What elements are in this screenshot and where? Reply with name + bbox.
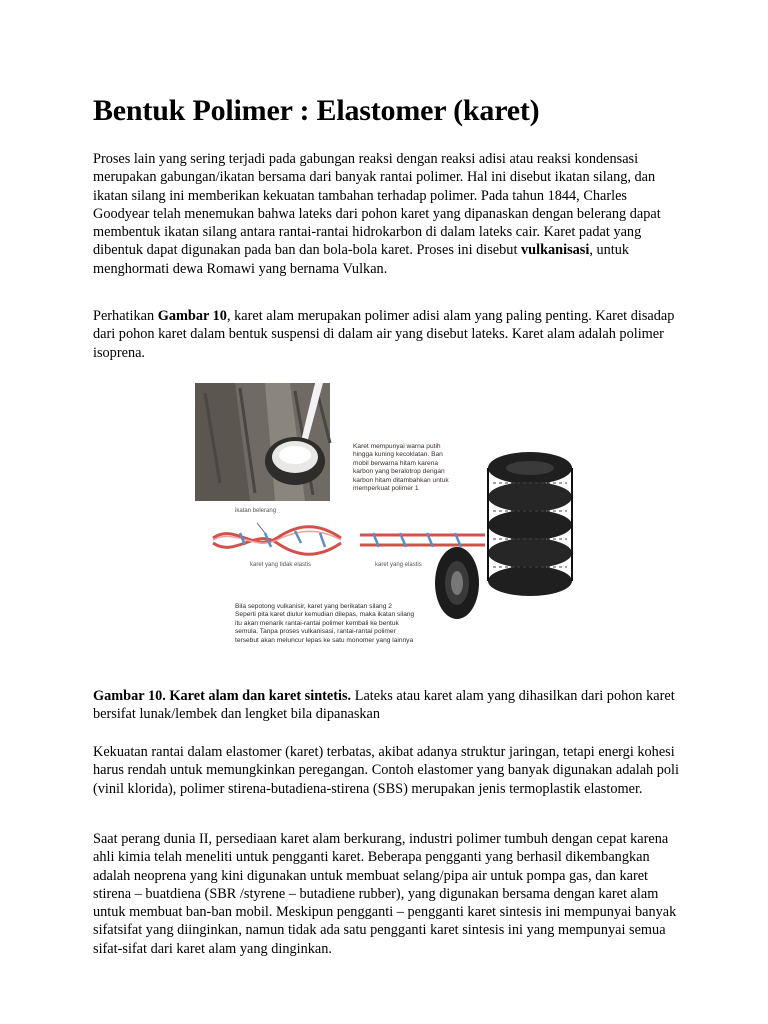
paragraph-text: , untuk menghormati dewa Romawi yang bernama Vulkan.	[93, 242, 630, 277]
term-vulkanisasi: vulkanisasi	[521, 242, 590, 259]
caption-title: Gambar 10. Karet alam dan karet sintetis.	[93, 688, 352, 704]
paragraph-text: , karet alam merupakan polimer adisi alam yang paling penting. Karet disadap dari pohon karet dalam bentuk suspensi di dalam air yang disebut lateks. Karet alam adalah polimer isoprena.	[93, 308, 675, 361]
figure-caption	[93, 687, 683, 724]
figure-label-color: Karet mempunyai warna putih hingga kuning kecoklatan. Ban mobil berwarna hitam karena karbon yang beralotrop dengan karbon hitam ditambahkan untuk memperkuat polimer 1	[353, 443, 449, 493]
figure-label-nonelastic: karet yang tidak elastis	[250, 562, 312, 568]
paragraph-vulkanisasi	[93, 150, 683, 278]
figure-label-elastic: karet yang elastis	[375, 562, 422, 568]
paragraph-gambar-reference	[93, 307, 683, 362]
tree-trunk-photo	[195, 383, 330, 501]
paragraph-kekuatan-rantai: Kekuatan rantai dalam elastomer (karet) terbatas, akibat adanya struktur jaringan, tetapi energi kohesi harus rendah untuk memungkinkan peregangan. Contoh elastomer yang banyak digunakan adalah poli (vinil klorida), polimer stirena-butadiena-stirena (SBS) merupakan jenis termoplastik elastomer.	[93, 744, 680, 797]
caption-text: Lateks atau karet alam yang dihasilkan dari pohon karet bersifat lunak/lembek dan lengket bila dipanaskan	[93, 688, 675, 723]
page-title: Bentuk Polimer : Elastomer (karet)	[93, 94, 540, 127]
figure-label-bond: ikatan belerang	[235, 508, 277, 514]
paragraph-perang-dunia: Saat perang dunia II, persediaan karet alam berkurang, industri polimer tumbuh dengan cepat karena ahli kimia telah meneliti untuk pengganti karet. Beberapa pengganti yang berhasil dikembangkan adalah neoprena yang kini digunakan untuk membuat selang/pipa air untuk pompa gas, dan karet stirena – buatdiena (SBR /styrene – butadiene rubber), yang digunakan bersama dengan karet alam untuk membuat ban-ban mobil. Meskipun pengganti – pengganti karet sintesis ini mempunyai banyak sifatsifat yang diinginkan, namun tidak ada satu pengganti karet sintesis ini yang mempunyai semua sifat-sifat dari karet alam yang dinginkan.	[93, 831, 677, 957]
figure-reference: Gambar 10	[157, 308, 227, 324]
chain-diagram-elastic	[360, 533, 485, 547]
paragraph-text: Proses lain yang sering terjadi pada gabungan reaksi dengan reaksi adisi atau reaksi kondensasi merupakan gabungan/ikatan bersama dari banyak rantai polimer. Hal ini disebut ikatan silang, dan ikatan silang ini memberikan kekuatan tambahan terhadap polimer. Pada tahun 1844, Charles Goodyear telah menemukan bahwa lateks dari pohon karet yang dipanaskan dengan belerang dapat membentuk ikatan silang antara rantai-rantai hidrokarbon di dalam lateks cair. Karet padat yang dibentuk dapat digunakan pada ban dan bola-bola karet. Proses ini disebut	[93, 151, 661, 259]
paragraph-text: Perhatikan	[93, 308, 158, 324]
chain-diagram-nonelastic	[213, 523, 341, 554]
figure-karet	[195, 383, 575, 665]
figure-label-vulkanisir: Bila sepotong vulkanisir, karet yang berikatan silang 2 Seperti pita karet diulur kemudian dilepas, maka ikatan silang itu akan menarik rantai-rantai polimer kembali ke bentuk semula. Tanpa proses vulkanisasi, rantai-rantai polimer tersebut akan meluncur lepas ke satu monomer yang lainnya	[235, 603, 415, 644]
